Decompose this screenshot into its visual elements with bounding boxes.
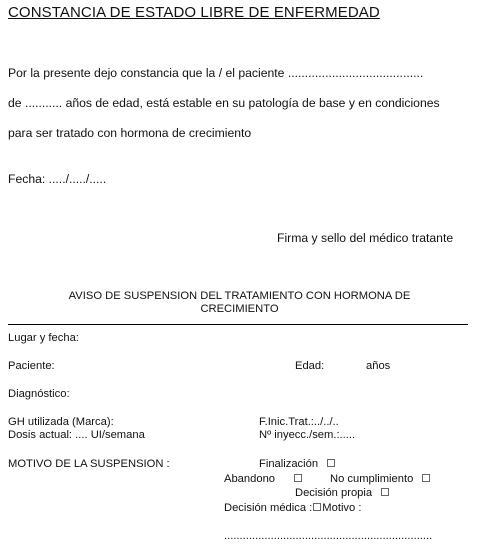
certificate-line-3: para ser tratado con hormona de crecimiento [8, 126, 252, 140]
reason-label: Motivo : [322, 502, 362, 514]
certificate-title: CONSTANCIA DE ESTADO LIBRE DE ENFERMEDAD [8, 4, 380, 21]
years-label: años [366, 360, 391, 372]
option-no-cumplimiento-label: No cumplimiento [330, 473, 414, 485]
decision-propia-checkbox[interactable] [381, 488, 389, 496]
option-no-cumplimiento [330, 474, 432, 485]
notice-heading-line-1: AVISO DE SUSPENSION DEL TRATAMIENTO CON HORMONA DE [68, 290, 411, 302]
option-finalizacion-label: Finalización [259, 458, 319, 470]
suspension-reason-heading: MOTIVO DE LA SUSPENSION : [8, 458, 170, 470]
place-date-label: Lugar y fecha: [8, 332, 79, 344]
no-cumplimiento-checkbox[interactable] [422, 474, 430, 482]
decision-medica-checkbox[interactable] [313, 503, 321, 511]
certificate-date: Fecha: ...../...../..... [8, 172, 107, 186]
diagnosis-label: Diagnóstico: [8, 388, 70, 400]
option-abandono [224, 474, 304, 485]
heading-divider [8, 324, 468, 325]
treatment-start-label: F.Inic.Trat.:../../.. [259, 416, 339, 428]
certificate-line-1: Por la presente dejo constancia que la / el paciente ........................................ [8, 66, 424, 80]
option-decision-medica-label: Decisión médica : [224, 502, 313, 514]
option-decision-propia [295, 488, 391, 499]
patient-label: Paciente: [8, 360, 55, 372]
gh-brand-label: GH utilizada (Marca): [8, 416, 114, 428]
finalizacion-checkbox[interactable] [327, 459, 335, 467]
current-dose-label: Dosis actual: .... UI/semana [8, 429, 145, 441]
injections-per-week-label: Nº inyecc./sem.:..... [259, 429, 356, 441]
age-label: Edad: [295, 360, 325, 372]
signature-label: Firma y sello del médico tratante [277, 231, 454, 245]
option-decision-medica [224, 503, 361, 514]
option-decision-propia-label: Decisión propia [295, 487, 373, 499]
notice-heading-line-2: CRECIMIENTO [200, 303, 279, 315]
abandono-checkbox[interactable] [294, 474, 302, 482]
option-finalizacion [259, 459, 337, 470]
option-abandono-label: Abandono [224, 473, 276, 485]
reason-dotted-line: ................................................................... [224, 530, 433, 542]
certificate-line-2: de ........... años de edad, está estable en su patología de base y en condiciones [8, 96, 440, 110]
